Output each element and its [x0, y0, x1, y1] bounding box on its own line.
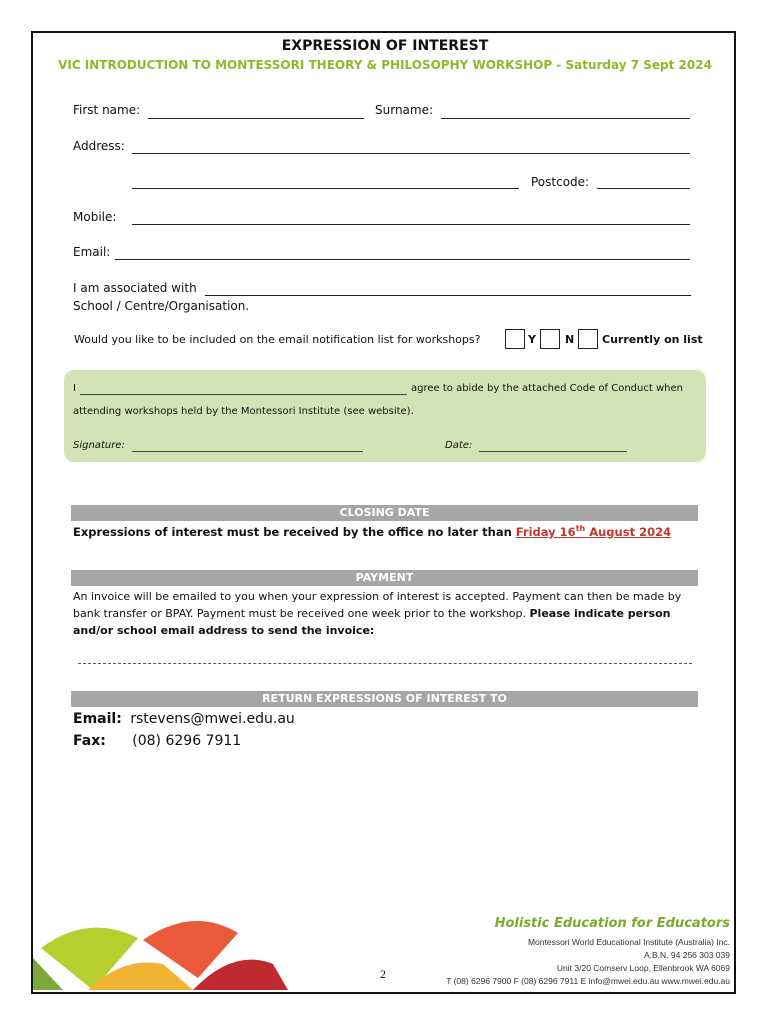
checkbox-yes[interactable] — [505, 329, 525, 349]
return-fax-row — [73, 733, 241, 749]
surname-label: Surname: — [375, 103, 434, 117]
page-number: 2 — [380, 967, 386, 981]
checkbox-no[interactable] — [540, 329, 560, 349]
conduct-prefix: I — [73, 383, 76, 394]
logo-green-corner — [33, 958, 63, 990]
return-fax-value: (08) 6296 7911 — [132, 733, 242, 749]
logo-shapes — [33, 918, 293, 990]
payment-instruction: Please indicate person and/or school email address to send the invoice: — [73, 607, 671, 637]
associated-field[interactable] — [205, 295, 691, 296]
option-y-label: Y — [528, 333, 536, 346]
payment-body: An invoice will be emailed to you when your expression of interest is accepted. Payment can then be made by bank transfer or BPAY. Payment must be received one week prior to the workshop. — [73, 590, 682, 620]
invoice-email-field[interactable] — [78, 663, 692, 664]
return-bar: RETURN EXPRESSIONS OF INTEREST TO — [71, 691, 698, 707]
closing-date-day: Friday 16 — [515, 524, 576, 539]
conduct-line1: agree to abide by the attached Code of Conduct when — [411, 383, 683, 394]
footer-address: Unit 3/20 Comserv Loop, Ellenbrook WA 6069 — [556, 963, 730, 973]
return-email-value: rstevens@mwei.edu.au — [130, 711, 295, 727]
surname-field[interactable] — [441, 118, 690, 119]
return-fax-label: Fax: — [73, 733, 106, 749]
closing-date-bar: CLOSING DATE — [71, 505, 698, 521]
first-name-field[interactable] — [148, 118, 364, 119]
date-label: Date: — [445, 440, 473, 451]
brand-tagline: Holistic Education for Educators — [494, 916, 730, 931]
postcode-label: Postcode: — [531, 175, 590, 189]
mobile-field[interactable] — [132, 224, 690, 225]
address-field-line1[interactable] — [132, 153, 690, 154]
closing-date-text — [73, 524, 671, 539]
date-field[interactable] — [479, 451, 627, 452]
footer-org: Montessori World Educational Institute (Australia) Inc. — [527, 937, 730, 947]
email-field[interactable] — [115, 259, 690, 260]
signature-field[interactable] — [132, 451, 363, 452]
return-email-row — [73, 711, 295, 727]
checkbox-currently-on-list[interactable] — [578, 329, 598, 349]
address-field-line2[interactable] — [132, 188, 519, 189]
payment-bar: PAYMENT — [71, 570, 698, 586]
signature-label: Signature: — [73, 440, 125, 451]
payment-text — [73, 588, 701, 639]
footer-abn: A.B.N. 94 256 303 039 — [643, 950, 730, 960]
page-title: EXPRESSION OF INTEREST — [281, 38, 489, 54]
first-name-label: First name: — [73, 103, 141, 117]
closing-date-sup: th — [575, 524, 586, 533]
associated-label: I am associated with — [73, 281, 197, 295]
return-email-label: Email: — [73, 711, 122, 727]
closing-date-rest: August 2024 — [585, 524, 672, 539]
footer-contacts: T (08) 6296 7900 F (08) 6296 7911 E info@mwei.edu.au www.mwei.edu.au — [446, 976, 730, 986]
address-label: Address: — [73, 139, 125, 153]
email-label: Email: — [73, 245, 111, 259]
postcode-field[interactable] — [597, 188, 690, 189]
conduct-name-field[interactable] — [80, 394, 407, 395]
option-n-label: N — [565, 333, 575, 346]
mobile-label: Mobile: — [73, 210, 117, 224]
workshop-subtitle: VIC INTRODUCTION TO MONTESSORI THEORY & PHILOSOPHY WORKSHOP - Saturday 7 Sept 2024 — [58, 58, 712, 72]
option-current-label: Currently on list — [602, 333, 703, 346]
closing-text: Expressions of interest must be received by the office no later than — [73, 524, 512, 539]
associated-sublabel: School / Centre/Organisation. — [73, 299, 250, 313]
conduct-line2: attending workshops held by the Montessori Institute (see website). — [73, 406, 414, 417]
notification-question: Would you like to be included on the email notification list for workshops? — [74, 333, 481, 346]
closing-date-value — [516, 525, 671, 539]
